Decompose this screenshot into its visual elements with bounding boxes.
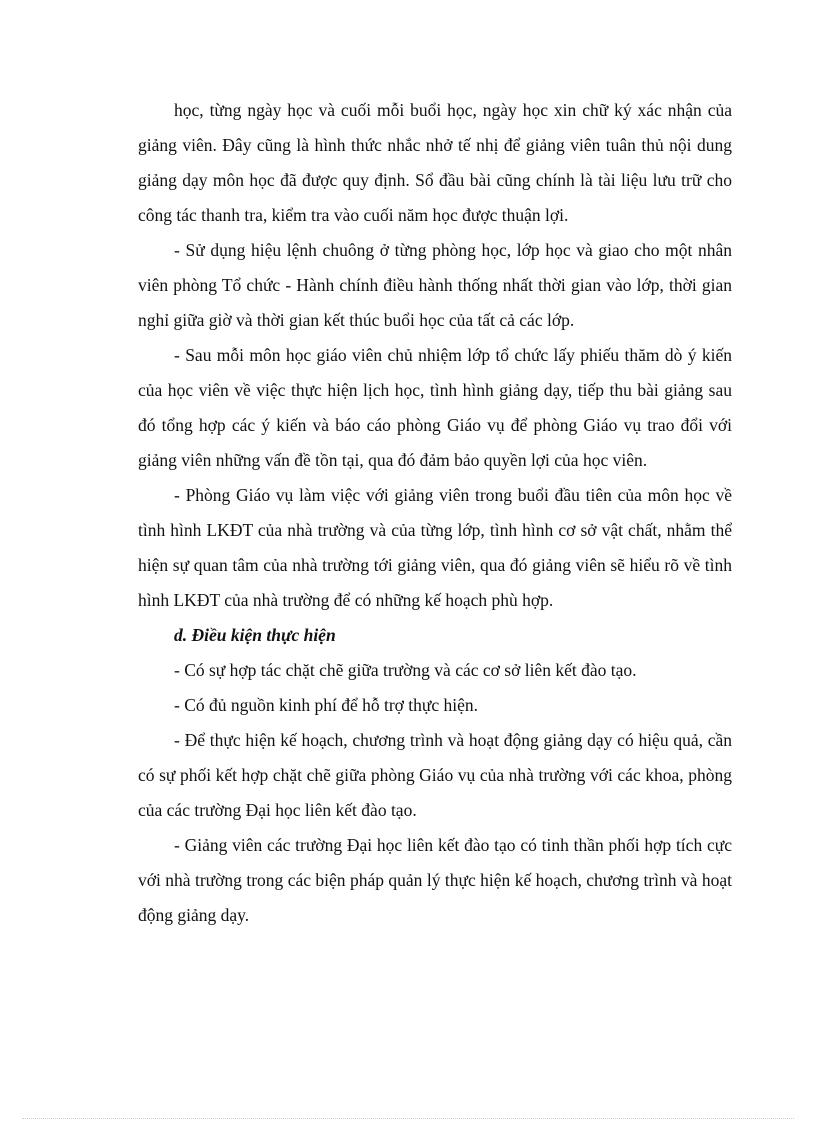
document-body (138, 93, 732, 933)
condition-item-funding: - Có đủ nguồn kinh phí để hỗ trợ thực hiện. (174, 695, 479, 715)
paragraph-bell-signal: - Sử dụng hiệu lệnh chuông ở từng phòng học, lớp học và giao cho một nhân viên phòng Tổ chức - Hành chính điều hành thống nhất thời gian vào lớp, thời gian nghỉ giữa giờ và thời gian kết thúc buổi học của tất cả các lớp. (138, 240, 732, 330)
page-bottom-border (22, 1118, 794, 1119)
section-heading: d. Điều kiện thực hiện (174, 625, 336, 645)
condition-item-cooperation: - Có sự hợp tác chặt chẽ giữa trường và các cơ sở liên kết đào tạo. (174, 660, 637, 680)
paragraph-lecturer-briefing: - Phòng Giáo vụ làm việc với giảng viên trong buổi đầu tiên của môn học về tình hình LKĐT của nhà trường và của từng lớp, tình hình cơ sở vật chất, nhằm thể hiện sự quan tâm của nhà trường tới giảng viên, qua đó giảng viên sẽ hiểu rõ về tình hình LKĐT của nhà trường để có những kế hoạch phù hợp. (138, 485, 732, 610)
condition-item-coordination: - Để thực hiện kế hoạch, chương trình và hoạt động giảng dạy có hiệu quả, cần có sự phối kết hợp chặt chẽ giữa phòng Giáo vụ của nhà trường với các khoa, phòng của các trường Đại học liên kết đào tạo. (138, 730, 732, 820)
paragraph-student-survey: - Sau mỗi môn học giáo viên chủ nhiệm lớp tổ chức lấy phiếu thăm dò ý kiến của học viên về việc thực hiện lịch học, tình hình giảng dạy, tiếp thu bài giảng sau đó tổng hợp các ý kiến và báo cáo phòng Giáo vụ để phòng Giáo vụ trao đổi với giảng viên những vấn đề tồn tại, qua đó đảm bảo quyền lợi của học viên. (138, 345, 732, 470)
condition-item-lecturer-spirit: - Giảng viên các trường Đại học liên kết đào tạo có tinh thần phối hợp tích cực với nhà trường trong các biện pháp quản lý thực hiện kế hoạch, chương trình và hoạt động giảng dạy. (138, 835, 732, 925)
paragraph-sign-off-logbook: học, từng ngày học và cuối mỗi buổi học, ngày học xin chữ ký xác nhận của giảng viên. Đây cũng là hình thức nhắc nhở tế nhị để giảng viên tuân thủ nội dung giảng dạy môn học đã được quy định. Sổ đầu bài cũng chính là tài liệu lưu trữ cho công tác thanh tra, kiểm tra vào cuối năm học được thuận lợi. (138, 100, 732, 225)
